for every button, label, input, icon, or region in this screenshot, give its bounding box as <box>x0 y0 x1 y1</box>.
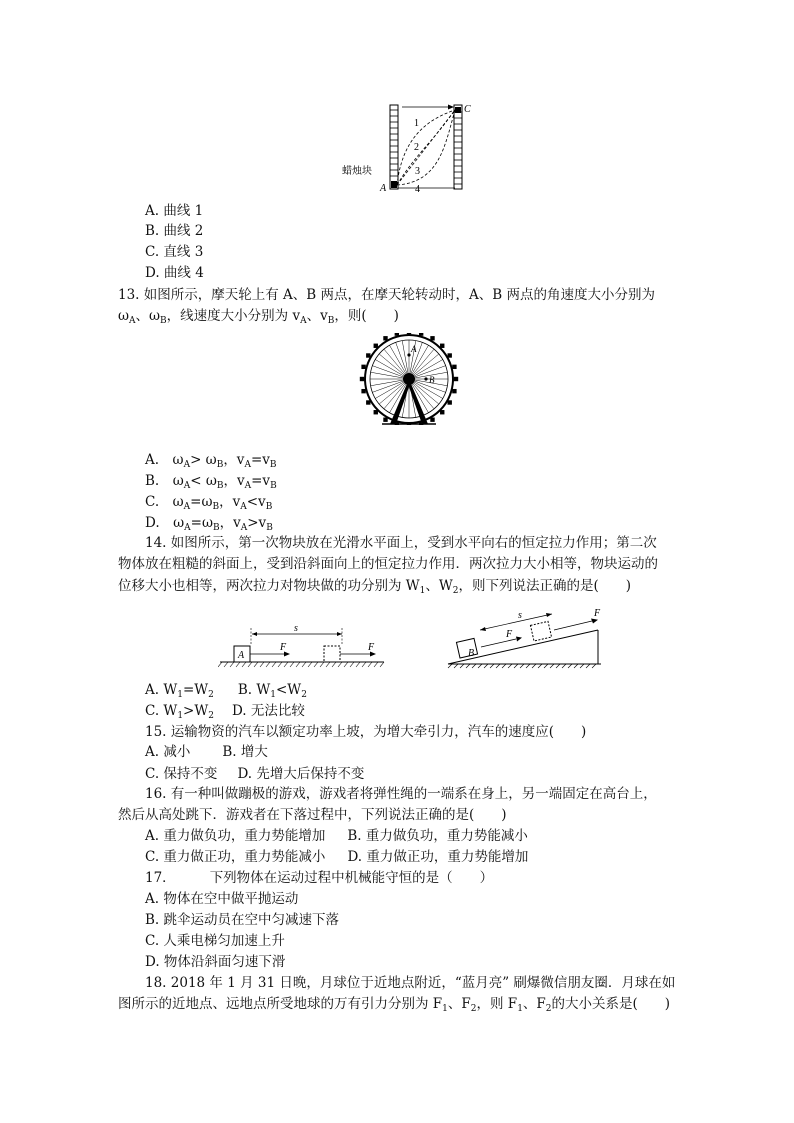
q12-curve-2: 2 <box>414 142 419 153</box>
wheel-cabin <box>419 333 423 336</box>
q16-option-c: C. 重力做正功，重力势能减小 <box>145 849 326 865</box>
wheel-cabin <box>454 377 458 381</box>
q12-option-b: B. 曲线 2 <box>145 223 204 239</box>
q14-label-B: B <box>468 648 475 659</box>
q14-options-row2 <box>145 701 305 721</box>
q15-option-c: C. 保持不变 <box>145 766 218 782</box>
wheel-cabin <box>430 418 434 422</box>
wheel-cabin <box>440 344 444 348</box>
q18-stem-line2: 图所示的近地点、远地点所受地球的万有引力分别为 $F_1$、$F_2$，则 $F_1$、$F_2$的大小关系是( ) <box>118 996 671 1014</box>
q14-label-A: A <box>238 650 245 661</box>
q14-incline-figure <box>446 604 606 670</box>
wheel-cabin <box>361 365 365 369</box>
q17-option-c: C. 人乘电梯匀加速上升 <box>145 933 285 949</box>
q12-label-A: A <box>380 183 387 194</box>
q14-stem-line1: 14. 如图所示，第一次物块放在光滑水平面上，受到水平向右的恒定拉力作用；第二次 <box>145 535 657 551</box>
q13-stem-line1: 13. 如图所示，摩天轮上有 A、B 两点，在摩天轮转动时，A、B 两点的角速度大小分别为 <box>118 287 655 303</box>
wheel-cabin <box>407 333 411 334</box>
q12-curve-1: 1 <box>414 118 419 129</box>
wheel-cabin <box>440 410 444 414</box>
q12-curve-4: 4 <box>415 184 420 195</box>
q14-stem-line3: 位移大小也相等，两次拉力对物块做的功分别为 $W_1$、$W_2$，则下列说法正确的是( ) <box>118 578 632 596</box>
q15-options-row1 <box>145 742 268 762</box>
q12-option-d: D. 曲线 4 <box>145 265 204 281</box>
q16-options-row1 <box>145 826 528 846</box>
wheel-cabin <box>374 344 378 348</box>
q14-label-s1: s <box>294 623 298 634</box>
q13-ferris-wheel-figure <box>352 333 467 425</box>
q12-figure <box>340 100 480 195</box>
q16-option-d: D. 重力做正功，重力势能增加 <box>347 849 529 865</box>
q13-option-c: C. $\omega_A=\omega_B$，$v_A<v_B$ <box>145 494 273 512</box>
wheel-cabin <box>430 336 434 340</box>
q16-option-b: B. 重力做负功，重力势能减小 <box>347 828 528 844</box>
wheel-cabin <box>366 400 370 404</box>
q14-option-c: C. $W_1>W_2$ <box>145 703 214 721</box>
q14-stem-line2: 物体放在粗糙的斜面上，受到沿斜面向上的恒定拉力作用．两次拉力大小相等，物块运动的 <box>118 556 658 572</box>
wheel-cabin <box>448 400 452 404</box>
q17-option-a: A. 物体在空中做平抛运动 <box>145 891 299 907</box>
q15-options-row2 <box>145 764 364 784</box>
q12-option-c: C. 直线 3 <box>145 244 204 260</box>
q14-label-F1: F <box>280 642 287 653</box>
wheel-cabin <box>448 353 452 357</box>
q14-label-F3: F <box>506 629 513 640</box>
q14-label-F4: F <box>594 608 601 619</box>
wheel-cabin <box>374 410 378 414</box>
wheel-cabin <box>452 365 456 369</box>
q17-stem: 17． 下列物体在运动过程中机械能守恒的是（ ） <box>145 870 494 886</box>
wheel-cabin <box>366 353 370 357</box>
q14-option-b: B. $W_1<W_2$ <box>237 682 307 700</box>
q14-horizontal-figure <box>218 620 388 670</box>
q16-options-row2 <box>145 847 528 867</box>
wheel-cabin <box>360 377 364 381</box>
q15-stem: 15. 运输物资的汽车以额定功率上坡，为增大牵引力，汽车的速度应( ) <box>145 724 587 740</box>
q15-option-b: B. 增大 <box>222 744 268 760</box>
q14-option-a: A. $W_1=W_2$ <box>145 682 214 700</box>
q13-option-d: D. $\omega_A=\omega_B$，$v_A>v_B$ <box>145 515 273 533</box>
q13-point-A: A <box>411 344 417 354</box>
q16-stem-line2: 然后从高处跳下．游戏者在下落过程中，下列说法正确的是( ) <box>118 807 507 823</box>
q13-point-B: B <box>429 375 435 385</box>
q15-option-d: D. 先增大后保持不变 <box>237 766 365 782</box>
q17-option-b: B. 跳伞运动员在空中匀减速下落 <box>145 912 340 928</box>
q14-label-F2: F <box>368 642 375 653</box>
q14-option-d: D. 无法比较 <box>231 703 305 719</box>
q15-option-a: A. 减小 <box>145 744 191 760</box>
wheel-cabin <box>383 336 387 340</box>
wheel-cabin <box>361 389 365 393</box>
q13-option-a: A. $\omega_A> \omega_B$，$v_A=v_B$ <box>145 452 277 470</box>
q18-stem-line1: 18. 2018 年 1 月 31 日晚，月球位于近地点附近，“蓝月亮” 刷爆微信朋友圈．月球在如 <box>145 975 676 991</box>
q12-label-C: C <box>464 104 471 115</box>
q12-curve-3: 3 <box>415 166 420 177</box>
q12-label-candle: 蜡烛块 <box>342 166 372 177</box>
wheel-cabin <box>395 333 399 336</box>
q14-label-s2: s <box>518 610 522 621</box>
wheel-cabin <box>383 418 387 422</box>
q12-option-a: A. 曲线 1 <box>145 203 204 219</box>
q13-option-b: B. $\omega_A< \omega_B$，$v_A=v_B$ <box>145 473 277 491</box>
wheel-cabin <box>452 389 456 393</box>
q16-stem-line1: 16. 有一种叫做蹦极的游戏，游戏者将弹性绳的一端系在身上，另一端固定在高台上， <box>145 786 657 802</box>
q14-options-row1 <box>145 680 307 700</box>
q17-option-d: D. 物体沿斜面匀速下滑 <box>145 954 286 970</box>
q13-stem-line2: $\omega_A$、$\omega_B$，线速度大小分别为 $v_A$、$v_B$，则( ) <box>118 308 399 326</box>
q16-option-a: A. 重力做负功，重力势能增加 <box>145 828 326 844</box>
